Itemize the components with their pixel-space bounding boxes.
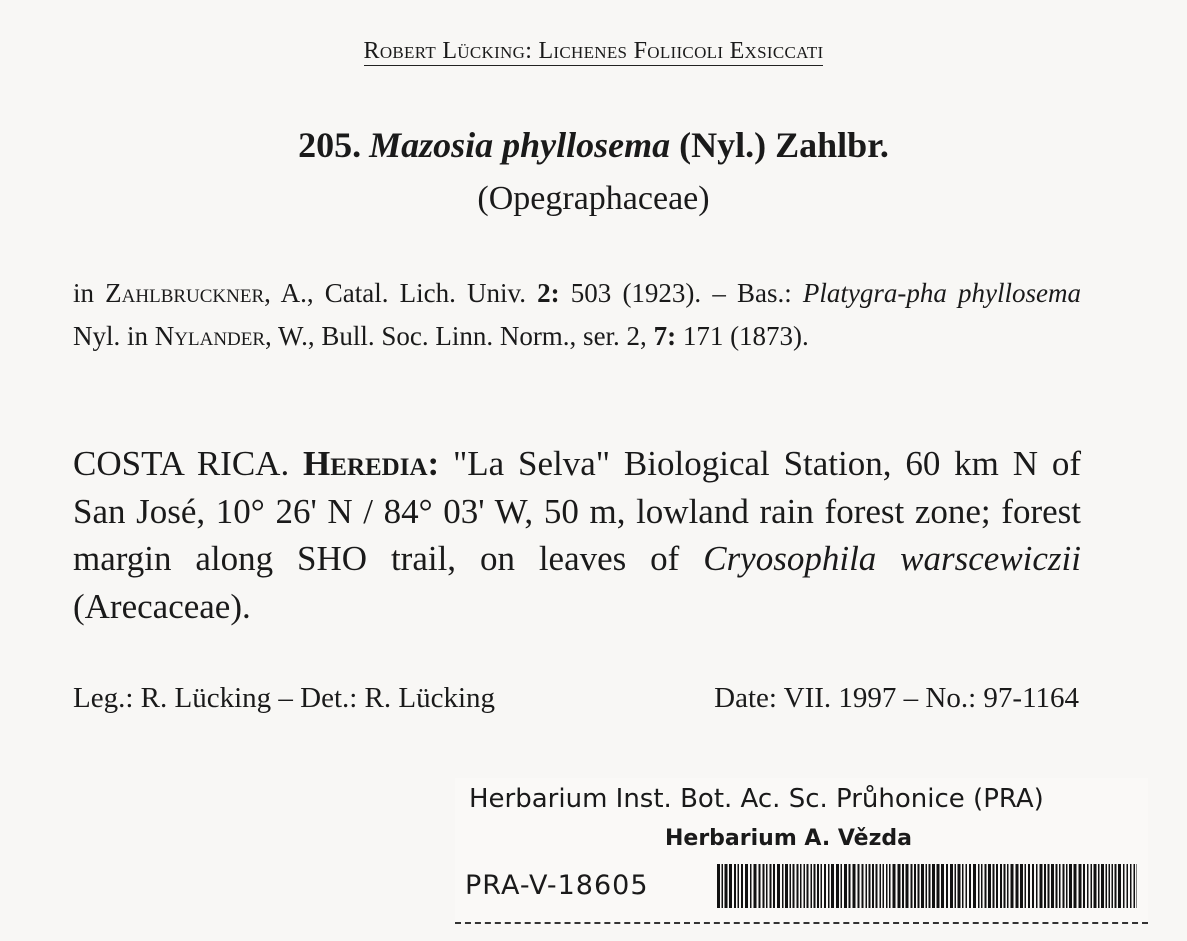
taxon-authority: (Nyl.) Zahlbr.: [679, 125, 889, 165]
citation-text: 171 (1873).: [676, 321, 809, 351]
taxon-title: [0, 124, 1187, 166]
citation-volume-1: 2:: [537, 278, 560, 308]
basionym-name: Platygra-pha phyllosema: [802, 278, 1081, 308]
host-name: Cryosophila warscewiczii: [703, 539, 1082, 578]
herbarium-collection: Herbarium A. Vězda: [665, 826, 913, 851]
barcode-icon: [717, 864, 1137, 908]
citation-text: , A., Catal. Lich. Univ.: [264, 278, 538, 308]
taxon-family: (Opegraphaceae): [477, 180, 710, 217]
citation-author-1: Zahlbruckner: [105, 278, 265, 308]
date-number: Date: VII. 1997 – No.: 97-1164: [714, 682, 1079, 714]
series-header-text: Robert Lücking: Lichenes Foliicoli Exsiccati: [363, 38, 824, 64]
citation-paragraph: [73, 272, 1081, 358]
herbarium-institution: Herbarium Inst. Bot. Ac. Sc. Průhonice (PRA): [469, 784, 1044, 814]
citation-text: 503 (1923). – Bas.:: [559, 278, 803, 308]
citation-author-2: Nylander: [154, 321, 266, 351]
locality-province: Heredia:: [303, 444, 440, 483]
locality-country: COSTA RICA.: [73, 444, 304, 483]
locality-text-end: (Arecaceae).: [73, 586, 251, 626]
collector-line: [73, 682, 1079, 715]
locality-text: "La Selva" Biological Station, 60 km N of San José, 10° 26' N / 84° 03' W, 50 m, lowland rain forest zone; forest margin along SHO trail, on leaves of: [73, 444, 1081, 578]
taxon-name: Mazosia phyllosema: [369, 125, 671, 165]
exsiccata-number: 205.: [298, 125, 362, 165]
specimen-id: PRA-V-18605: [465, 870, 649, 901]
citation-text: Nyl. in: [73, 321, 155, 351]
locality-paragraph: [73, 440, 1081, 630]
citation-text: in: [73, 278, 106, 308]
herbarium-sticker: [455, 778, 1148, 924]
citation-text: , W., Bull. Soc. Linn. Norm., ser. 2,: [265, 321, 654, 351]
leg-det: Leg.: R. Lücking – Det.: R. Lücking: [73, 682, 496, 714]
citation-volume-2: 7:: [653, 321, 677, 351]
series-header: [0, 38, 1187, 65]
